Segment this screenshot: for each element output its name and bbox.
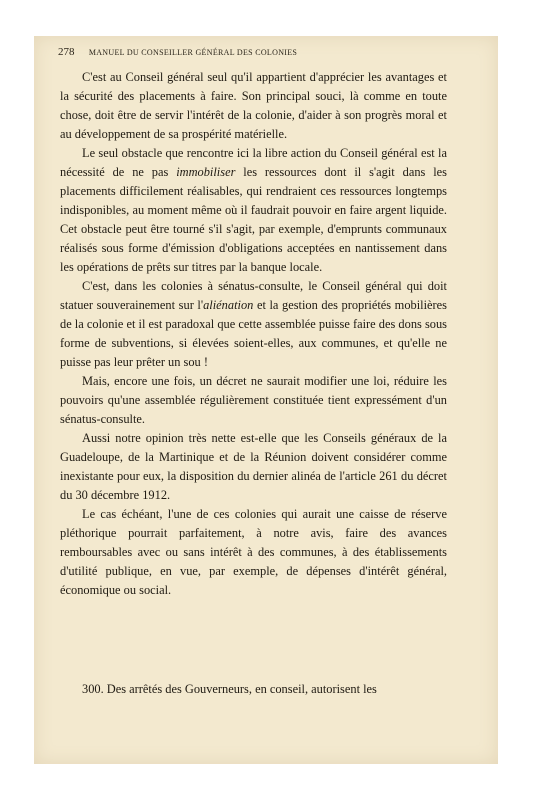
running-title: MANUEL DU CONSEILLER GÉNÉRAL DES COLONIES	[88, 48, 298, 57]
paragraph-3-part-2: et la gestion des propriétés mobilières de la colonie et il est paradoxal que cette assemblée puisse faire des dons sous forme de subventions, si élevées soient-elles, aux communes, et qu'elle ne puisse pas leur prêter un sou !	[60, 298, 447, 369]
body-text	[60, 68, 447, 600]
paragraph-3-part-1: C'est, dans les colonies à sénatus-consulte, le Conseil général qui doit statuer souverainement sur l'	[60, 279, 447, 312]
section-300-start: 300. Des arrêtés des Gouverneurs, en conseil, autorisent les	[82, 682, 377, 696]
paragraph-2	[60, 144, 447, 277]
paragraph-2-part-1: Le seul obstacle que rencontre ici la libre action du Conseil général est la nécessité de ne pas	[60, 146, 447, 179]
page-header	[58, 46, 448, 58]
italic-word: immobiliser	[176, 165, 236, 179]
paragraph-3	[60, 277, 447, 372]
paragraph-4: Mais, encore une fois, un décret ne saurait modifier une loi, réduire les pouvoirs qu'une assemblée régulièrement constituée tient expressément d'un sénatus-consulte.	[60, 374, 447, 426]
paragraph-2-part-2: les ressources dont il s'agit dans les placements difficilement réalisables, qui rendraient ces ressources longtemps indisponibles, au moment même où il faudrait pouvoir en faire argent liquide. Cet obstacle peut être tourné s'il s'agit, par exemple, d'emprunts communaux réalisés sous forme d'émission d'obligations acceptées en nantissement dans les opérations de prêts sur titres par la banque locale.	[60, 165, 447, 274]
paragraph-6: Le cas échéant, l'une de ces colonies qui aurait une caisse de réserve pléthorique pourrait parfaitement, à notre avis, faire des avances remboursables avec ou sans intérêt à des communes, à des établissements d'utilité publique, en vue, par exemple, de dépenses d'intérêt général, économique ou social.	[60, 507, 447, 597]
page-number: 278	[58, 46, 75, 58]
paragraph-1: C'est au Conseil général seul qu'il appartient d'apprécier les avantages et la sécurité des placements à faire. Son principal souci, là comme en toute chose, doit être de servir l'intérêt de la colonie, d'aider à son progrès moral et au développement de sa prospérité matérielle.	[60, 70, 447, 141]
italic-word: aliénation	[203, 298, 254, 312]
paragraph-5: Aussi notre opinion très nette est-elle que les Conseils généraux de la Guadeloupe, de la Martinique et de la Réunion doivent considérer comme inexistante pour eux, la disposition du dernier alinéa de l'article 261 du décret du 30 décembre 1912.	[60, 431, 447, 502]
